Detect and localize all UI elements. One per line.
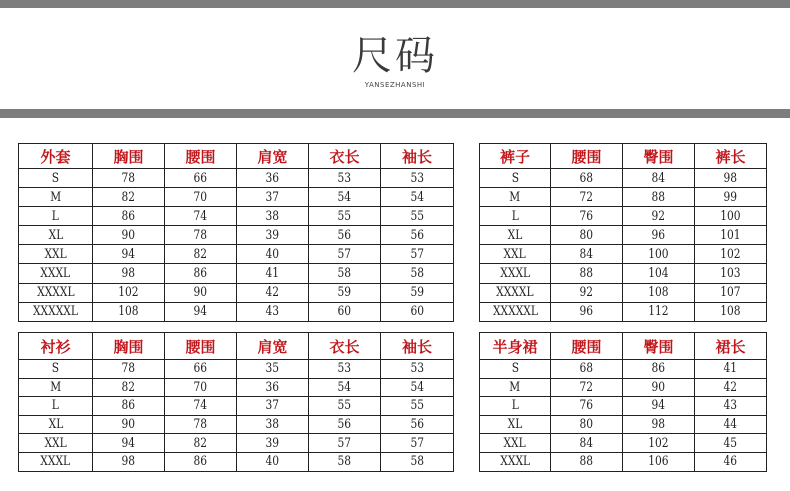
table-row bbox=[480, 378, 767, 397]
measurement-cell: 37 bbox=[237, 397, 309, 416]
measurement-cell: 41 bbox=[695, 360, 767, 379]
size-label-cell: XXXL bbox=[480, 264, 551, 283]
measurement-cell: 78 bbox=[93, 169, 165, 188]
measurement-cell: 86 bbox=[93, 207, 165, 226]
measurement-cell: 66 bbox=[165, 169, 237, 188]
measurement-cell: 59 bbox=[309, 283, 381, 302]
measurement-cell: 100 bbox=[695, 207, 767, 226]
size-label-cell: XXXXXL bbox=[19, 302, 93, 321]
measurement-cell: 74 bbox=[165, 397, 237, 416]
measurement-cell: 86 bbox=[623, 360, 695, 379]
table-row bbox=[480, 434, 767, 453]
measurement-cell: 55 bbox=[381, 207, 454, 226]
size-label-cell: XL bbox=[480, 415, 551, 434]
size-label-cell: L bbox=[480, 397, 551, 416]
measurement-cell: 54 bbox=[381, 188, 454, 207]
measurement-cell: 57 bbox=[309, 245, 381, 264]
measurement-cell: 68 bbox=[551, 169, 623, 188]
size-label-cell: XXL bbox=[19, 434, 93, 453]
measurement-cell: 94 bbox=[93, 245, 165, 264]
measurement-cell: 60 bbox=[309, 302, 381, 321]
table-row bbox=[19, 452, 454, 471]
measurement-cell: 36 bbox=[237, 169, 309, 188]
table-row bbox=[480, 226, 767, 245]
size-label-cell: S bbox=[19, 360, 93, 379]
measurement-cell: 56 bbox=[381, 226, 454, 245]
coat-header-cell: 胸围 bbox=[93, 144, 165, 169]
measurement-cell: 72 bbox=[551, 378, 623, 397]
measurement-cell: 108 bbox=[695, 302, 767, 321]
table-row bbox=[19, 226, 454, 245]
measurement-cell: 84 bbox=[551, 245, 623, 264]
measurement-cell: 88 bbox=[623, 188, 695, 207]
shirt-header-cell: 衣长 bbox=[309, 333, 381, 360]
size-label-cell: L bbox=[19, 207, 93, 226]
table-row bbox=[480, 302, 767, 321]
measurement-cell: 90 bbox=[623, 378, 695, 397]
measurement-cell: 98 bbox=[93, 452, 165, 471]
measurement-cell: 53 bbox=[381, 360, 454, 379]
measurement-cell: 72 bbox=[551, 188, 623, 207]
measurement-cell: 92 bbox=[551, 283, 623, 302]
measurement-cell: 38 bbox=[237, 415, 309, 434]
measurement-cell: 53 bbox=[309, 169, 381, 188]
page-subtitle: YANSEZHANSHI bbox=[364, 81, 426, 89]
shirt-header-cell: 胸围 bbox=[93, 333, 165, 360]
measurement-cell: 103 bbox=[695, 264, 767, 283]
size-label-cell: M bbox=[19, 188, 93, 207]
measurement-cell: 60 bbox=[381, 302, 454, 321]
coat-size-table bbox=[18, 143, 454, 322]
measurement-cell: 104 bbox=[623, 264, 695, 283]
shirt-header-cell: 衬衫 bbox=[19, 333, 93, 360]
measurement-cell: 90 bbox=[93, 415, 165, 434]
measurement-cell: 53 bbox=[381, 169, 454, 188]
table-row bbox=[19, 207, 454, 226]
measurement-cell: 39 bbox=[237, 434, 309, 453]
measurement-cell: 82 bbox=[93, 188, 165, 207]
measurement-cell: 59 bbox=[381, 283, 454, 302]
measurement-cell: 55 bbox=[381, 397, 454, 416]
measurement-cell: 82 bbox=[165, 245, 237, 264]
size-label-cell: XXL bbox=[480, 245, 551, 264]
coat-header-cell: 外套 bbox=[19, 144, 93, 169]
table-row bbox=[19, 434, 454, 453]
pants-header-cell: 裤子 bbox=[480, 144, 551, 169]
measurement-cell: 86 bbox=[93, 397, 165, 416]
measurement-cell: 80 bbox=[551, 415, 623, 434]
table-row bbox=[19, 302, 454, 321]
measurement-cell: 78 bbox=[165, 415, 237, 434]
measurement-cell: 102 bbox=[93, 283, 165, 302]
measurement-cell: 98 bbox=[695, 169, 767, 188]
table-row bbox=[19, 188, 454, 207]
page-title: 尺码 bbox=[352, 33, 438, 79]
measurement-cell: 43 bbox=[237, 302, 309, 321]
measurement-cell: 107 bbox=[695, 283, 767, 302]
measurement-cell: 58 bbox=[309, 452, 381, 471]
measurement-cell: 40 bbox=[237, 452, 309, 471]
measurement-cell: 57 bbox=[381, 434, 454, 453]
measurement-cell: 94 bbox=[165, 302, 237, 321]
measurement-cell: 42 bbox=[695, 378, 767, 397]
measurement-cell: 68 bbox=[551, 360, 623, 379]
measurement-cell: 80 bbox=[551, 226, 623, 245]
measurement-cell: 78 bbox=[93, 360, 165, 379]
measurement-cell: 42 bbox=[237, 283, 309, 302]
measurement-cell: 66 bbox=[165, 360, 237, 379]
measurement-cell: 92 bbox=[623, 207, 695, 226]
measurement-cell: 41 bbox=[237, 264, 309, 283]
pants-header-cell: 臀围 bbox=[623, 144, 695, 169]
measurement-cell: 39 bbox=[237, 226, 309, 245]
pants-size-table bbox=[479, 143, 767, 322]
measurement-cell: 44 bbox=[695, 415, 767, 434]
measurement-cell: 82 bbox=[93, 378, 165, 397]
table-row bbox=[480, 264, 767, 283]
measurement-cell: 37 bbox=[237, 188, 309, 207]
table-row bbox=[19, 169, 454, 188]
skirt-header-row bbox=[480, 333, 767, 360]
table-row bbox=[19, 283, 454, 302]
shirt-header-cell: 腰围 bbox=[165, 333, 237, 360]
size-label-cell: XXXXL bbox=[19, 283, 93, 302]
measurement-cell: 82 bbox=[165, 434, 237, 453]
measurement-cell: 86 bbox=[165, 264, 237, 283]
measurement-cell: 108 bbox=[93, 302, 165, 321]
coat-header-row bbox=[19, 144, 454, 169]
skirt-header-cell: 裙长 bbox=[695, 333, 767, 360]
size-label-cell: XXL bbox=[19, 245, 93, 264]
size-label-cell: XL bbox=[19, 226, 93, 245]
measurement-cell: 99 bbox=[695, 188, 767, 207]
measurement-cell: 98 bbox=[623, 415, 695, 434]
measurement-cell: 36 bbox=[237, 378, 309, 397]
pants-header-row bbox=[480, 144, 767, 169]
measurement-cell: 90 bbox=[93, 226, 165, 245]
coat-header-cell: 袖长 bbox=[381, 144, 454, 169]
coat-header-cell: 腰围 bbox=[165, 144, 237, 169]
size-label-cell: M bbox=[480, 188, 551, 207]
measurement-cell: 57 bbox=[309, 434, 381, 453]
size-label-cell: M bbox=[480, 378, 551, 397]
shirt-header-cell: 肩宽 bbox=[237, 333, 309, 360]
size-label-cell: XXXL bbox=[19, 264, 93, 283]
coat-header-cell: 肩宽 bbox=[237, 144, 309, 169]
table-row bbox=[19, 415, 454, 434]
size-label-cell: M bbox=[19, 378, 93, 397]
table-row bbox=[19, 397, 454, 416]
measurement-cell: 70 bbox=[165, 378, 237, 397]
measurement-cell: 58 bbox=[381, 264, 454, 283]
skirt-size-table bbox=[479, 332, 767, 472]
section-divider-bar bbox=[0, 109, 790, 118]
measurement-cell: 98 bbox=[93, 264, 165, 283]
measurement-cell: 55 bbox=[309, 207, 381, 226]
measurement-cell: 54 bbox=[309, 378, 381, 397]
size-label-cell: L bbox=[480, 207, 551, 226]
table-row bbox=[480, 169, 767, 188]
skirt-header-cell: 腰围 bbox=[551, 333, 623, 360]
size-label-cell: S bbox=[480, 360, 551, 379]
table-row bbox=[480, 283, 767, 302]
measurement-cell: 94 bbox=[93, 434, 165, 453]
table-row bbox=[19, 360, 454, 379]
size-label-cell: XXXXL bbox=[480, 283, 551, 302]
table-row bbox=[480, 360, 767, 379]
measurement-cell: 76 bbox=[551, 207, 623, 226]
size-label-cell: XXXL bbox=[19, 452, 93, 471]
shirt-size-table bbox=[18, 332, 454, 472]
measurement-cell: 112 bbox=[623, 302, 695, 321]
table-row bbox=[480, 207, 767, 226]
measurement-cell: 74 bbox=[165, 207, 237, 226]
measurement-cell: 106 bbox=[623, 452, 695, 471]
size-label-cell: S bbox=[480, 169, 551, 188]
measurement-cell: 84 bbox=[551, 434, 623, 453]
measurement-cell: 88 bbox=[551, 452, 623, 471]
measurement-cell: 96 bbox=[623, 226, 695, 245]
skirt-header-cell: 臀围 bbox=[623, 333, 695, 360]
measurement-cell: 100 bbox=[623, 245, 695, 264]
table-row bbox=[19, 378, 454, 397]
measurement-cell: 35 bbox=[237, 360, 309, 379]
measurement-cell: 88 bbox=[551, 264, 623, 283]
measurement-cell: 53 bbox=[309, 360, 381, 379]
top-divider-bar bbox=[0, 0, 790, 8]
coat-header-cell: 衣长 bbox=[309, 144, 381, 169]
table-row bbox=[19, 264, 454, 283]
measurement-cell: 58 bbox=[381, 452, 454, 471]
measurement-cell: 56 bbox=[309, 415, 381, 434]
measurement-cell: 101 bbox=[695, 226, 767, 245]
measurement-cell: 43 bbox=[695, 397, 767, 416]
size-label-cell: XL bbox=[480, 226, 551, 245]
table-row bbox=[480, 452, 767, 471]
measurement-cell: 54 bbox=[381, 378, 454, 397]
measurement-cell: 70 bbox=[165, 188, 237, 207]
table-row bbox=[19, 245, 454, 264]
size-label-cell: S bbox=[19, 169, 93, 188]
measurement-cell: 102 bbox=[695, 245, 767, 264]
measurement-cell: 56 bbox=[309, 226, 381, 245]
measurement-cell: 57 bbox=[381, 245, 454, 264]
measurement-cell: 102 bbox=[623, 434, 695, 453]
measurement-cell: 58 bbox=[309, 264, 381, 283]
measurement-cell: 46 bbox=[695, 452, 767, 471]
table-row bbox=[480, 188, 767, 207]
size-label-cell: XXXL bbox=[480, 452, 551, 471]
table-row bbox=[480, 415, 767, 434]
table-row bbox=[480, 397, 767, 416]
pants-header-cell: 腰围 bbox=[551, 144, 623, 169]
table-row bbox=[480, 245, 767, 264]
size-label-cell: XL bbox=[19, 415, 93, 434]
shirt-header-cell: 袖长 bbox=[381, 333, 454, 360]
measurement-cell: 78 bbox=[165, 226, 237, 245]
size-label-cell: L bbox=[19, 397, 93, 416]
measurement-cell: 84 bbox=[623, 169, 695, 188]
pants-header-cell: 裤长 bbox=[695, 144, 767, 169]
shirt-header-row bbox=[19, 333, 454, 360]
measurement-cell: 38 bbox=[237, 207, 309, 226]
measurement-cell: 90 bbox=[165, 283, 237, 302]
measurement-cell: 86 bbox=[165, 452, 237, 471]
measurement-cell: 56 bbox=[381, 415, 454, 434]
measurement-cell: 45 bbox=[695, 434, 767, 453]
skirt-header-cell: 半身裙 bbox=[480, 333, 551, 360]
measurement-cell: 96 bbox=[551, 302, 623, 321]
measurement-cell: 94 bbox=[623, 397, 695, 416]
size-label-cell: XXL bbox=[480, 434, 551, 453]
measurement-cell: 54 bbox=[309, 188, 381, 207]
measurement-cell: 55 bbox=[309, 397, 381, 416]
measurement-cell: 108 bbox=[623, 283, 695, 302]
measurement-cell: 76 bbox=[551, 397, 623, 416]
size-label-cell: XXXXXL bbox=[480, 302, 551, 321]
measurement-cell: 40 bbox=[237, 245, 309, 264]
